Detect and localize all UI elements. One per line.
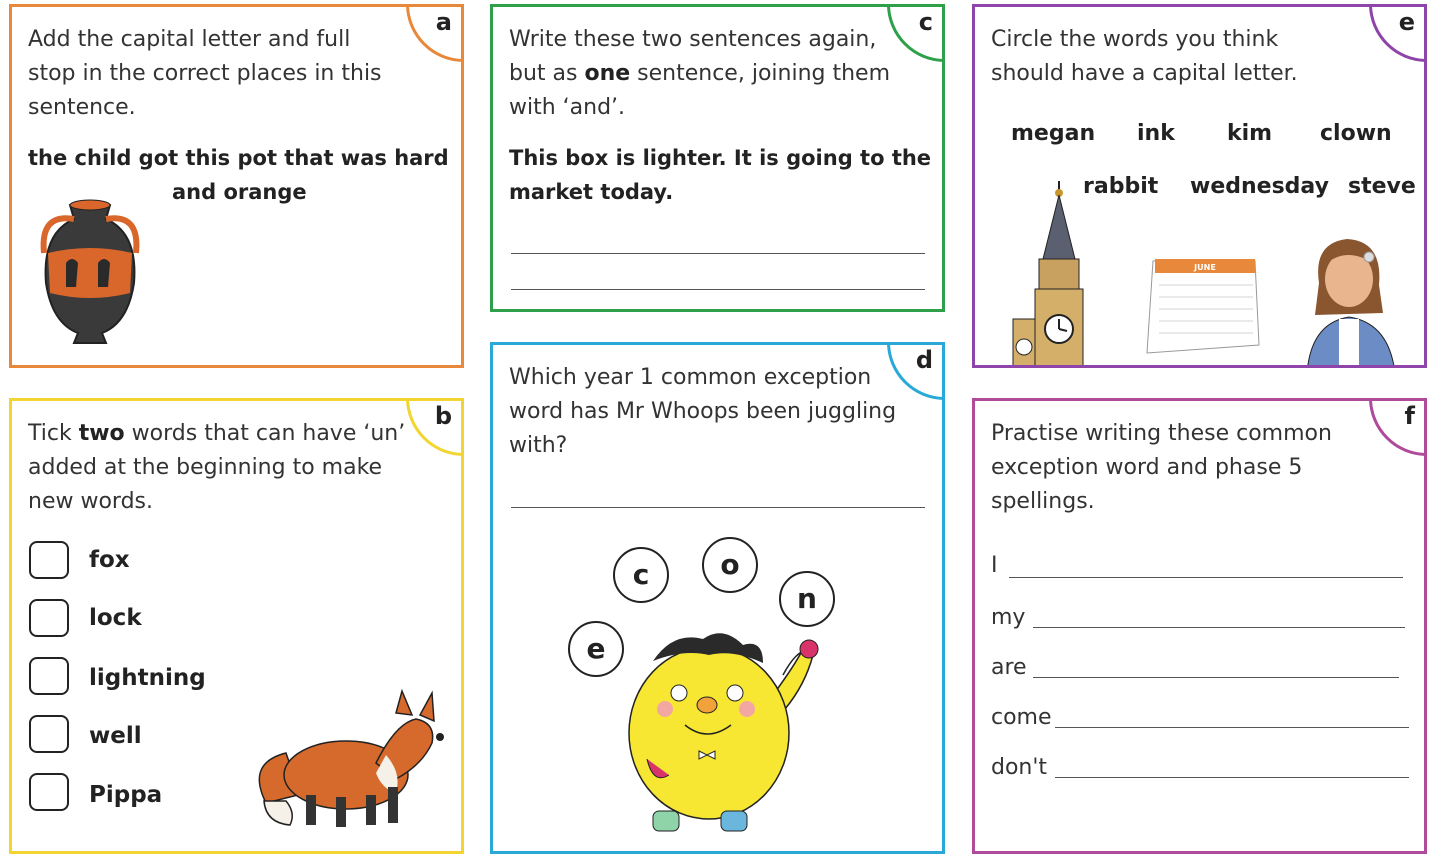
option-fox: fox [89, 547, 130, 573]
card-b-letter: b [434, 402, 452, 430]
tick-box-lightning[interactable] [29, 657, 69, 695]
big-ben-icon [1009, 179, 1109, 368]
practice-word-come: come [991, 705, 1052, 730]
card-c-sentence-2: market today. [509, 180, 674, 204]
card-a-letter: a [435, 8, 452, 36]
mr-whoops-monster-icon [613, 625, 833, 835]
card-b-instruction-1-pre: Tick [28, 421, 79, 446]
option-lightning: lightning [89, 665, 206, 691]
card-b [9, 398, 464, 854]
card-c-instruction-2-post: sentence, joining them [630, 61, 891, 86]
card-b-instruction-2: added at the beginning to make [28, 455, 383, 480]
calendar-icon [1143, 253, 1263, 357]
card-e-corner [1369, 4, 1427, 62]
practice-word-dont: don't [991, 755, 1048, 780]
card-d-letter: d [915, 346, 933, 374]
word-rabbit[interactable]: rabbit [1083, 174, 1159, 199]
card-e-letter: e [1398, 8, 1415, 36]
card-b-corner [406, 398, 464, 456]
word-steve[interactable]: steve [1348, 174, 1416, 199]
card-a [9, 4, 464, 368]
ball-letter-n: n [779, 571, 835, 627]
card-f-instruction-3: spellings. [991, 489, 1095, 514]
word-clown[interactable]: clown [1320, 121, 1392, 146]
tick-box-well[interactable] [29, 715, 69, 753]
tick-box-lock[interactable] [29, 599, 69, 637]
girl-icon [1297, 233, 1407, 368]
card-f-letter: f [1404, 402, 1415, 430]
card-d-question-1: Which year 1 common exception [509, 365, 872, 390]
card-d-corner [887, 342, 945, 400]
card-a-instruction-3: sentence. [28, 95, 136, 120]
card-b-instruction-1 [28, 417, 405, 451]
card-e-instruction-2: should have a capital letter. [991, 61, 1298, 86]
option-lock: lock [89, 605, 142, 631]
practice-line-i[interactable] [1009, 577, 1403, 578]
card-b-instruction-1-bold: two [78, 421, 125, 446]
practice-word-i: I [991, 553, 998, 578]
card-a-corner [406, 4, 464, 62]
card-c-instruction-2 [509, 57, 890, 91]
card-a-instruction-2: stop in the correct places in this [28, 61, 382, 86]
card-f-corner [1369, 398, 1427, 456]
ball-letter-e: e [568, 621, 624, 677]
practice-word-my: my [991, 605, 1026, 630]
word-megan[interactable]: megan [1011, 121, 1096, 146]
card-c-letter: c [918, 8, 933, 36]
card-e [972, 4, 1427, 368]
card-c-corner [887, 4, 945, 62]
card-b-instruction-1-post: words that can have ‘un’ [124, 421, 406, 446]
tick-box-fox[interactable] [29, 541, 69, 579]
option-well: well [89, 723, 142, 749]
ball-letter-c: c [613, 547, 669, 603]
card-f [972, 398, 1427, 854]
practice-line-my[interactable] [1033, 627, 1405, 628]
card-c-answer-line-2[interactable] [511, 289, 925, 290]
card-d-question-3: with? [509, 433, 568, 458]
card-c [490, 4, 945, 312]
card-c-instruction-2-bold: one [584, 61, 631, 86]
word-kim[interactable]: kim [1227, 121, 1273, 146]
card-c-sentence-1: This box is lighter. It is going to the [509, 146, 932, 170]
option-pippa: Pippa [89, 782, 163, 808]
card-e-instruction-1: Circle the words you think [991, 27, 1279, 52]
card-d [490, 342, 945, 854]
card-b-instruction-3: new words. [28, 489, 153, 514]
card-f-instruction-1: Practise writing these common [991, 421, 1332, 446]
calendar-month: JUNE [1194, 263, 1216, 272]
greek-vase-icon [30, 193, 150, 353]
practice-word-are: are [991, 655, 1027, 680]
card-c-instruction-1: Write these two sentences again, [509, 27, 877, 52]
card-c-instruction-2-pre: but as [509, 61, 585, 86]
card-d-question-2: word has Mr Whoops been juggling [509, 399, 897, 424]
practice-line-are[interactable] [1033, 677, 1399, 678]
tick-box-pippa[interactable] [29, 773, 69, 811]
card-c-answer-line-1[interactable] [511, 253, 925, 254]
word-wednesday[interactable]: wednesday [1190, 174, 1329, 199]
word-ink[interactable]: ink [1137, 121, 1175, 146]
ball-letter-o: o [702, 537, 758, 593]
card-d-answer-line[interactable] [511, 507, 925, 508]
practice-line-come[interactable] [1055, 727, 1409, 728]
card-f-instruction-2: exception word and phase 5 [991, 455, 1303, 480]
card-a-sentence-1: the child got this pot that was hard [28, 146, 449, 170]
card-a-sentence-2: and orange [172, 180, 307, 204]
card-c-instruction-3: with ‘and’. [509, 95, 626, 120]
practice-line-dont[interactable] [1055, 777, 1409, 778]
fox-icon [246, 683, 446, 833]
card-a-instruction-1: Add the capital letter and full [28, 27, 351, 52]
